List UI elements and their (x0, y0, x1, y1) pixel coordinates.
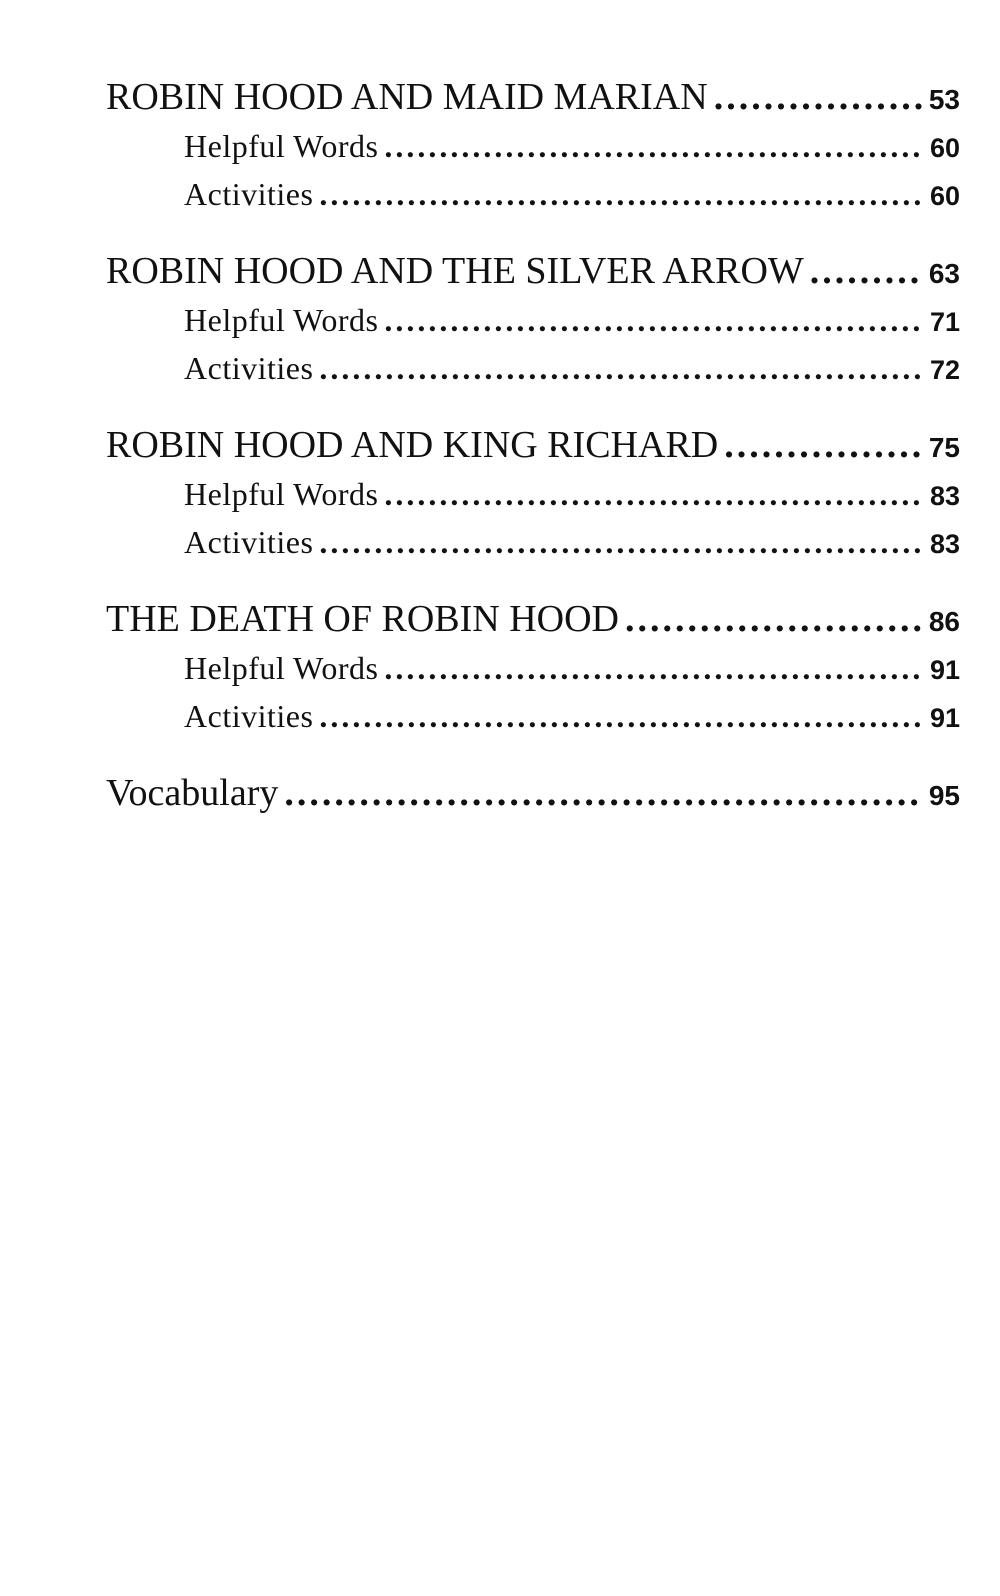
toc-sub-entry[interactable] (106, 518, 960, 566)
dot-leader (384, 644, 924, 692)
dot-leader (319, 170, 924, 218)
dot-leader (319, 344, 924, 392)
dot-leader (384, 122, 924, 170)
section-title: Helpful Words (184, 650, 379, 686)
toc-chapter-entry[interactable] (106, 420, 960, 470)
toc-chapter-entry[interactable] (106, 594, 960, 644)
chapter-title: ROBIN HOOD AND KING RICHARD (106, 424, 719, 466)
page-number: 91 (929, 655, 960, 685)
chapter-title: ROBIN HOOD AND MAID MARIAN (106, 76, 708, 118)
toc-chapter-entry[interactable] (106, 72, 960, 122)
section-title: Activities (184, 350, 314, 386)
toc-sub-entry[interactable] (106, 644, 960, 692)
table-of-contents (106, 72, 960, 818)
dot-leader (714, 72, 923, 122)
dot-leader (810, 246, 923, 296)
toc-sub-entry[interactable] (106, 344, 960, 392)
page-number: 75 (928, 432, 960, 463)
page-number: 95 (928, 780, 960, 811)
page-number: 86 (928, 606, 960, 637)
toc-sub-entry[interactable] (106, 122, 960, 170)
dot-leader (625, 594, 923, 644)
toc-group (106, 72, 960, 218)
chapter-title: THE DEATH OF ROBIN HOOD (106, 598, 619, 640)
dot-leader (384, 296, 924, 344)
page-number: 63 (928, 258, 960, 289)
toc-vocabulary-entry[interactable] (106, 768, 960, 818)
section-title: Helpful Words (184, 302, 379, 338)
dot-leader (724, 420, 923, 470)
chapter-title: ROBIN HOOD AND THE SILVER ARROW (106, 250, 804, 292)
vocabulary-title: Vocabulary (106, 772, 279, 814)
dot-leader (319, 518, 924, 566)
toc-sub-entry[interactable] (106, 296, 960, 344)
section-title: Activities (184, 524, 314, 560)
section-title: Activities (184, 176, 314, 212)
toc-group (106, 420, 960, 566)
page-number: 60 (929, 133, 960, 163)
dot-leader (384, 470, 924, 518)
dot-leader (284, 768, 922, 818)
toc-group (106, 594, 960, 740)
section-title: Activities (184, 698, 314, 734)
page-number: 91 (929, 703, 960, 733)
page-number: 83 (929, 529, 960, 559)
dot-leader (319, 692, 924, 740)
page-number: 53 (928, 84, 960, 115)
page-number: 72 (929, 355, 960, 385)
page-number: 83 (929, 481, 960, 511)
toc-sub-entry[interactable] (106, 470, 960, 518)
toc-sub-entry[interactable] (106, 692, 960, 740)
section-title: Helpful Words (184, 476, 379, 512)
page-number: 60 (929, 181, 960, 211)
toc-chapter-entry[interactable] (106, 246, 960, 296)
page-number: 71 (929, 307, 960, 337)
toc-sub-entry[interactable] (106, 170, 960, 218)
toc-group (106, 246, 960, 392)
section-title: Helpful Words (184, 128, 379, 164)
